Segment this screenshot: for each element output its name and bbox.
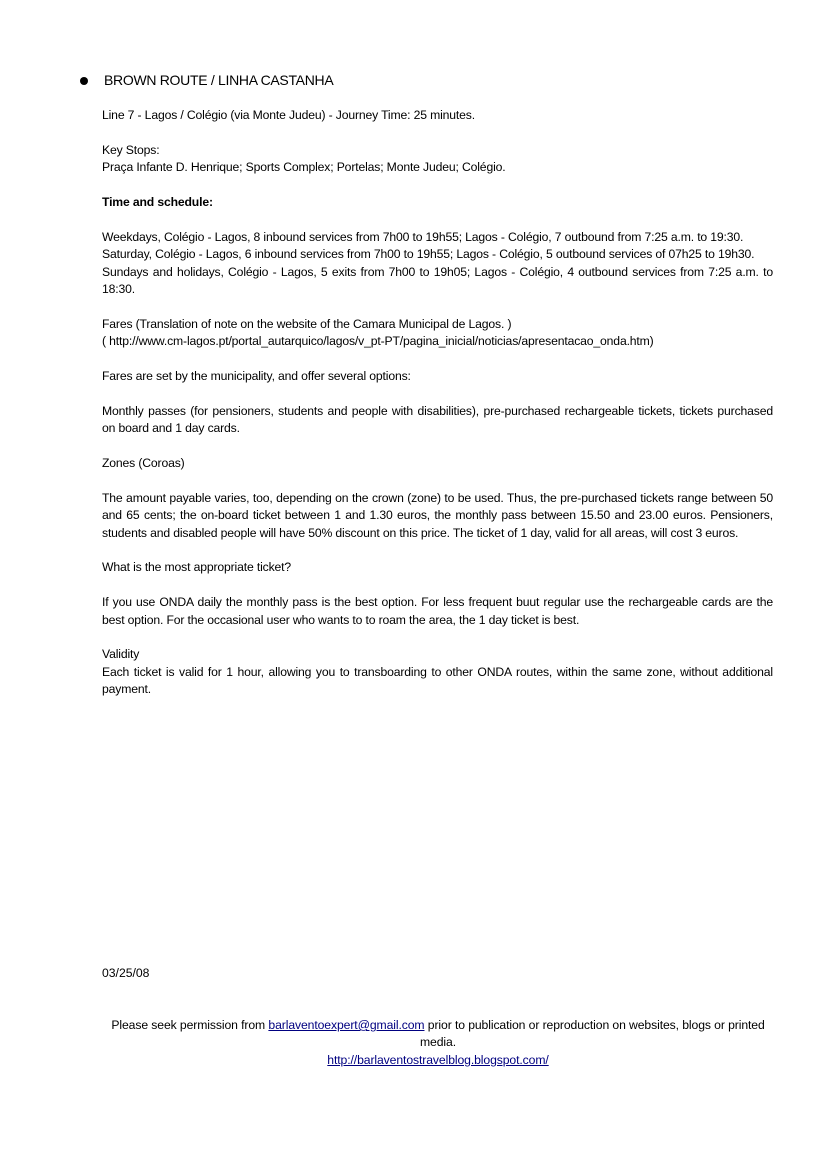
key-stops: Praça Infante D. Henrique; Sports Complex; Portelas; Monte Judeu; Colégio.: [102, 160, 506, 175]
document-date: 03/25/08: [102, 966, 150, 980]
schedule-sundays: Sundays and holidays, Colégio - Lagos, 5 exits from 7h00 to 19h05; Lagos - Colégio, 4 outbound services from 7:25 a.m. to 18:30.: [102, 264, 773, 297]
route-heading-text: BROWN ROUTE / LINHA CASTANHA: [104, 72, 334, 88]
footer-permission: [110, 1017, 766, 1052]
key-stops-label: Key Stops:: [102, 142, 160, 157]
bullet-icon: [80, 77, 88, 85]
fares-intro: Fares are set by the municipality, and offer several options:: [102, 369, 411, 384]
footer-suffix: prior to publication or reproduction on websites, blogs or printed media.: [420, 1018, 765, 1050]
zones-text: The amount payable varies, too, depending on the crown (zone) to be used. Thus, the pre-purchased tickets range between 50 and 65 cents; the on-board ticket between 1 and 1.30 euros, the monthly pass between 15.50 and 23.00 euros. Pensioners, students and disabled people will have 50% discount on this price. The ticket of 1 day, valid for all areas, will cost 3 euros.: [102, 490, 773, 540]
fares-options: Monthly passes (for pensioners, students and people with disabilities), pre-purchased rechargeable tickets, tickets purchased on board and 1 day cards.: [102, 403, 773, 436]
document-body: [102, 107, 773, 716]
ticket-answer: If you use ONDA daily the monthly pass is the best option. For less frequent buut regular use the rechargeable cards are the best option. For the occasional user who wants to to roam the area, the 1 day ticket is best.: [102, 595, 773, 627]
fares-url: ( http://www.cm-lagos.pt/portal_autarquico/lagos/v_pt-PT/pagina_inicial/noticias/apresentacao_onda.htm): [102, 334, 654, 349]
footer: [110, 1017, 766, 1069]
blog-link[interactable]: http://barlaventostravelblog.blogspot.com/: [327, 1052, 549, 1067]
zones-heading: Zones (Coroas): [102, 456, 185, 471]
schedule-saturday: Saturday, Colégio - Lagos, 6 inbound services from 7h00 to 19h55; Lagos - Colégio, 5 outbound services of 07h25 to 19h30.: [102, 247, 755, 262]
schedule-weekdays: Weekdays, Colégio - Lagos, 8 inbound services from 7h00 to 19h55; Lagos - Colégio, 7 outbound from 7:25 a.m. to 19:30.: [102, 229, 744, 244]
validity-text: Each ticket is valid for 1 hour, allowing you to transboarding to other ONDA routes, within the same zone, without additional payment.: [102, 664, 773, 697]
email-link[interactable]: barlaventoexpert@gmail.com: [268, 1018, 425, 1032]
line-info: Line 7 - Lagos / Colégio (via Monte Judeu) - Journey Time: 25 minutes.: [102, 108, 475, 122]
footer-prefix: Please seek permission from: [111, 1018, 269, 1032]
ticket-question: What is the most appropriate ticket?: [102, 560, 292, 575]
schedule-heading: Time and schedule:: [102, 195, 213, 209]
validity-heading: Validity: [102, 647, 140, 662]
fares-note: Fares (Translation of note on the website of the Camara Municipal de Lagos. ): [102, 316, 512, 331]
route-heading: [78, 72, 333, 89]
